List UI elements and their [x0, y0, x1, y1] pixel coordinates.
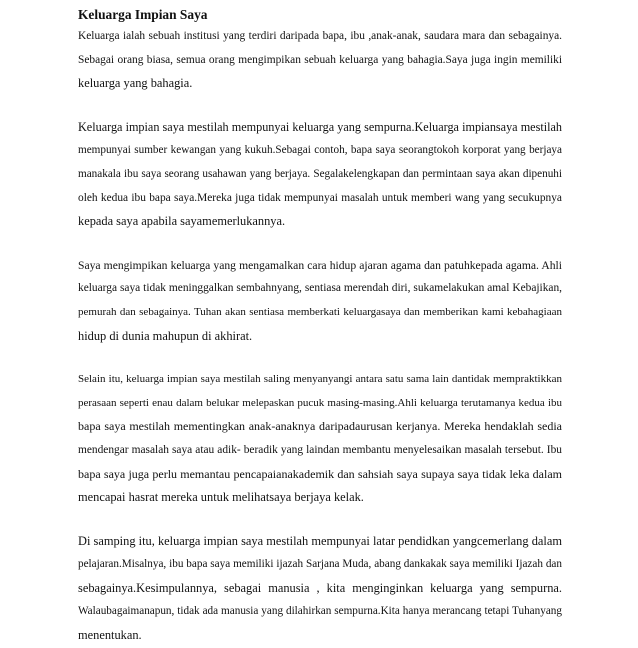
paragraph-line: bapa saya juga perlu memantau pencapaianakademik dan sahsiah saya supaya saya tidak leka dalam: [78, 466, 562, 481]
paragraph-line: keluarga yang bahagia.: [78, 76, 193, 91]
document-title: Keluarga Impian Saya: [78, 7, 208, 22]
paragraph-line: sebagainya.Kesimpulannya, sebagai manusia , kita menginginkan keluarga yang sempurna.: [78, 580, 562, 595]
paragraph: [78, 368, 562, 510]
paragraph-line: mempunyai sumber kewangan yang kukuh.Sebagai contoh, bapa saya seorangtokoh korporat yang berjaya: [78, 144, 562, 157]
paragraph-line: Saya mengimpikan keluarga yang mengamalkan cara hidup ajaran agama dan patuhkepada agama. Ahli: [78, 258, 562, 272]
paragraph-line: perasaan seperti enau dalam belukar melepaskan pucuk masing-masing.Ahli keluarga terutamanya kedua ibu: [78, 396, 562, 409]
paragraph-line: keluarga saya tidak meninggalkan sembahnyang, sentiasa merendah diri, sukamelakukan amal Kebajikan,: [78, 282, 562, 295]
paragraph-line: Keluarga ialah sebuah institusi yang terdiri daripada bapa, ibu ,anak-anak, saudara mara dan sebagainya.: [78, 30, 562, 42]
paragraph-line: mencapai hasrat mereka untuk melihatsaya berjaya kelak.: [78, 490, 364, 505]
paragraph-line: pemurah dan sebagainya. Tuhan akan sentiasa memberkati keluargasaya dan memberikan kami kebahagiaan: [78, 305, 562, 318]
paragraph-line: kepada saya apabila sayamemerlukannya.: [78, 214, 286, 229]
paragraph-line: bapa saya mestilah mementingkan anak-anaknya daripadaurusan kerjanya. Mereka hendaklah sedia: [78, 419, 562, 434]
paragraph: [78, 254, 562, 348]
paragraph-line: oleh kedua ibu bapa saya.Mereka juga tidak mempunyai masalah untuk memberi wang yang secukupnya: [78, 191, 562, 204]
paragraph-line: Sebagai orang biasa, semua orang mengimpikan sebuah keluarga yang bahagia.Saya juga ingin memiliki: [78, 53, 562, 66]
paragraph-line: manakala ibu saya seorang usahawan yang berjaya. Segalakelengkapan dan permintaan saya akan dipenuhi: [78, 167, 562, 180]
paragraph-line: Walaubagaimanapun, tidak ada manusia yang dilahirkan sempurna.Kita hanya merancang tetapi Tuhanyang: [78, 605, 562, 618]
paragraph: [78, 116, 562, 234]
paragraph-line: Keluarga impian saya mestilah mempunyai keluarga yang sempurna.Keluarga impiansaya mestilah: [78, 119, 562, 134]
paragraph-line: Selain itu, keluarga impian saya mestilah saling menyanyangi antara satu sama lain dantidak mempraktikkan: [78, 373, 562, 386]
paragraph-line: menentukan.: [78, 628, 142, 643]
paragraph-line: pelajaran.Misalnya, ibu bapa saya memiliki ijazah Sarjana Muda, abang dankakak saya memiliki Ijazah dan: [78, 558, 562, 571]
document-body: [78, 25, 562, 648]
paragraph-line: Di samping itu, keluarga impian saya mestilah mempunyai latar pendidkan yangcemerlang dalam: [78, 533, 562, 548]
paragraph-line: hidup di dunia mahupun di akhirat.: [78, 328, 253, 343]
paragraph: [78, 25, 562, 96]
paragraph-line: mendengar masalah saya atau adik- beradik yang laindan membantu menyelesaikan masalah tersebut. Ibu: [78, 443, 562, 456]
